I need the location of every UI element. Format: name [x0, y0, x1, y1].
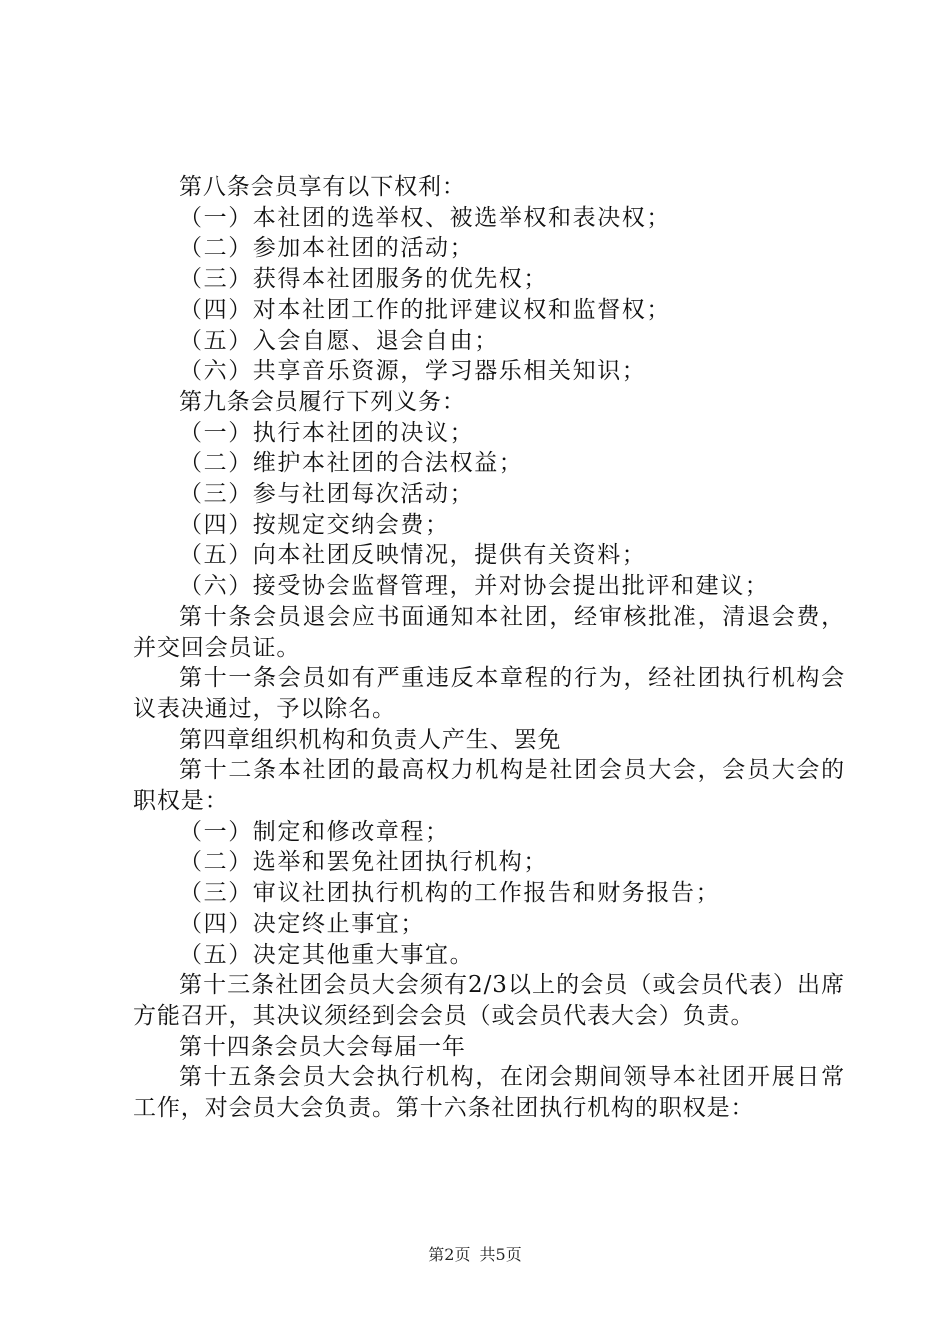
document-body — [133, 172, 845, 1124]
article-14-heading: 第十四条会员大会每届一年 — [179, 1033, 466, 1060]
article-9-item-6: （六）接受协会监督管理，并对协会提出批评和建议； — [179, 573, 770, 600]
article-8-item-1: （一）本社团的选举权、被选举权和表决权； — [179, 204, 671, 231]
article-9-heading: 第九条会员履行下列义务： — [179, 388, 466, 415]
article-12-item-1: （一）制定和修改章程； — [179, 818, 450, 845]
article-9-item-2: （二）维护本社团的合法权益； — [179, 450, 524, 477]
article-12-paragraph: 第十二条本社团的最高权力机构是社团会员大会，会员大会的职权是： — [133, 757, 845, 815]
article-15-16-paragraph: 第十五条会员大会执行机构，在闭会期间领导本社团开展日常工作，对会员大会负责。第十六条社团执行机构的职权是： — [133, 1064, 845, 1122]
page-number: 第2页 — [428, 1245, 471, 1264]
article-12-item-3: （三）审议社团执行机构的工作报告和财务报告； — [179, 880, 721, 907]
article-8-item-5: （五）入会自愿、退会自由； — [179, 327, 499, 354]
article-8-heading: 第八条会员享有以下权利： — [179, 174, 466, 200]
page-total: 共5页 — [479, 1245, 522, 1264]
article-8-item-4: （四）对本社团工作的批评建议权和监督权； — [179, 296, 671, 323]
article-8-item-3: （三）获得本社团服务的优先权； — [179, 266, 548, 293]
chapter-4-heading: 第四章组织机构和负责人产生、罢免 — [179, 726, 562, 753]
page-footer — [0, 1245, 950, 1265]
article-9-item-1: （一）执行本社团的决议； — [179, 419, 475, 446]
article-8-item-6: （六）共享音乐资源，学习器乐相关知识； — [179, 358, 647, 385]
article-9-item-4: （四）按规定交纳会费； — [179, 511, 450, 538]
article-13-paragraph: 第十三条社团会员大会须有2/3以上的会员（或会员代表）出席方能召开，其决议须经到会会员（或会员代表大会）负责。 — [133, 972, 845, 1029]
article-12-item-5: （五）决定其他重大事宜。 — [179, 941, 475, 968]
article-12-item-2: （二）选举和罢免社团执行机构； — [179, 849, 548, 876]
article-9-item-5: （五）向本社团反映情况，提供有关资料； — [179, 542, 647, 569]
article-12-item-4: （四）决定终止事宜； — [179, 910, 425, 937]
article-10-paragraph: 第十条会员退会应书面通知本社团，经审核批准，清退会费，并交回会员证。 — [133, 603, 845, 661]
article-11-paragraph: 第十一条会员如有严重违反本章程的行为，经社团执行机构会议表决通过，予以除名。 — [133, 665, 845, 722]
article-8-item-2: （二）参加本社团的活动； — [179, 235, 475, 262]
article-9-item-3: （三）参与社团每次活动； — [179, 481, 475, 508]
